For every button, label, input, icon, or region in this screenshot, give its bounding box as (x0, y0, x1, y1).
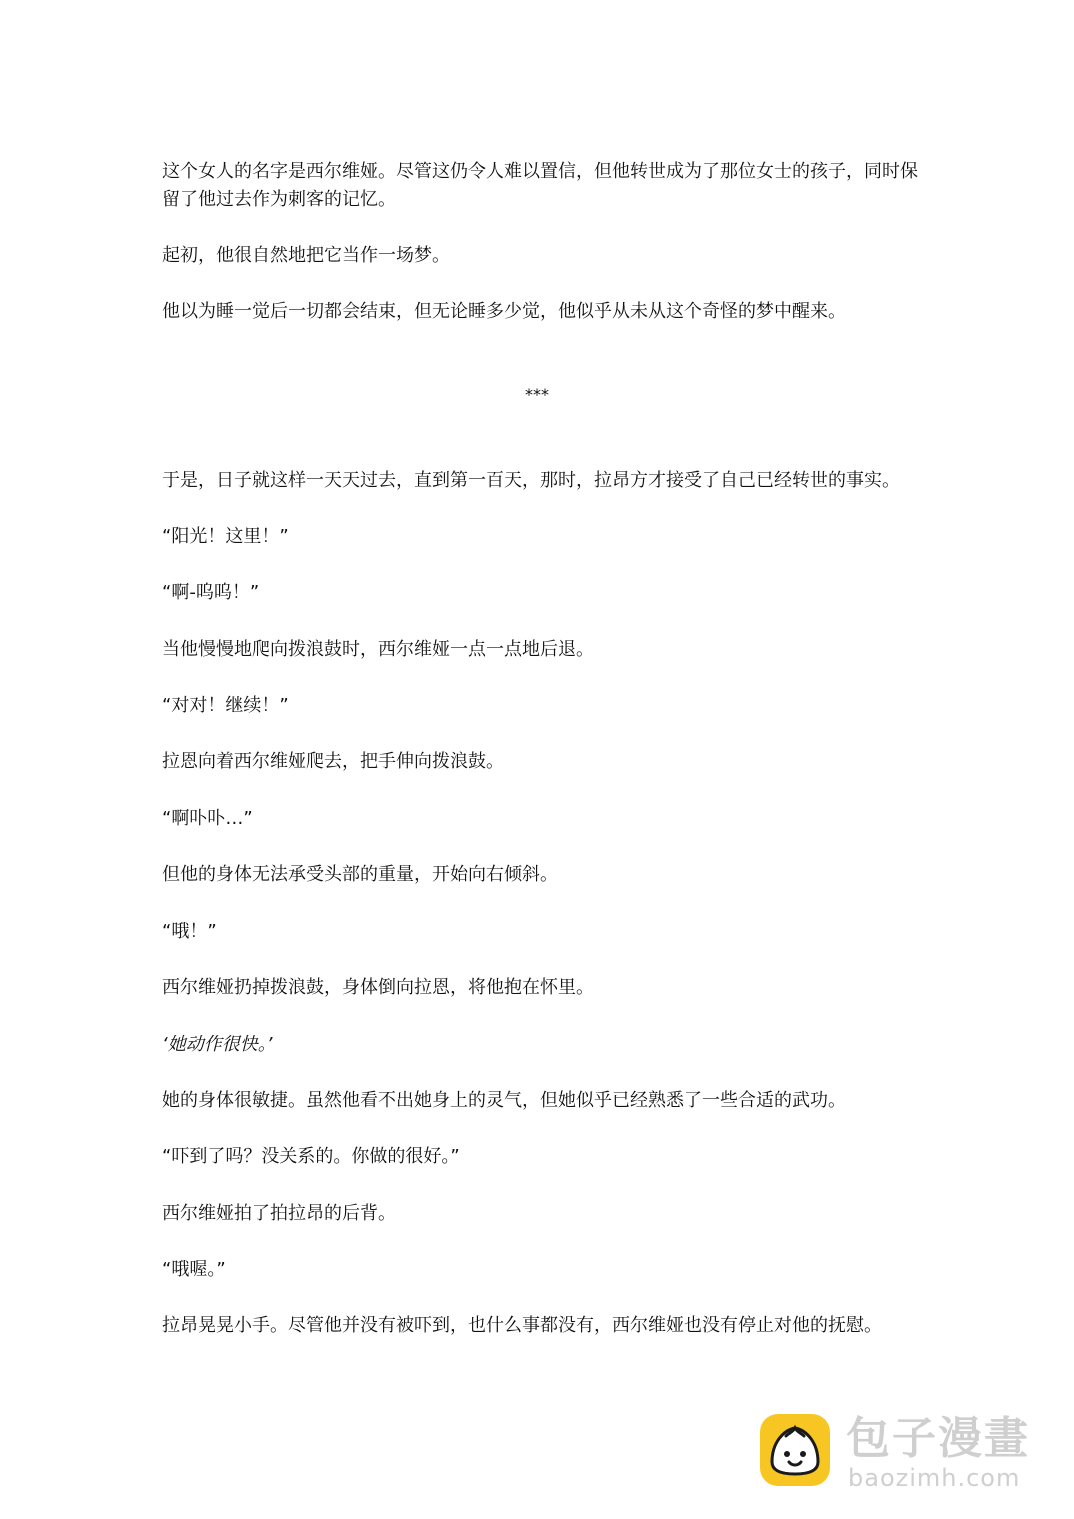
bun-logo-icon (758, 1412, 832, 1488)
dialogue-line: “对对！继续！” (162, 695, 289, 716)
paragraph-6: 拉恩向着西尔维娅爬去，把手伸向拨浪鼓。 (162, 751, 504, 772)
dialogue-line: “啊-呜呜！” (162, 582, 260, 603)
scene-separator: *** (525, 385, 549, 404)
watermark-domain: baozimh.com (848, 1464, 1021, 1492)
paragraph-4: 于是，日子就这样一天天过去，直到第一百天，那时，拉昂方才接受了自己已经转世的事实。 (162, 470, 900, 491)
paragraph-3: 他以为睡一觉后一切都会结束，但无论睡多少觉，他似乎从未从这个奇怪的梦中醒来。 (162, 301, 846, 322)
paragraph-7: 但他的身体无法承受头部的重量，开始向右倾斜。 (162, 864, 558, 885)
paragraph-11: 拉昂晃晃小手。尽管他并没有被吓到，也什么事都没有，西尔维娅也没有停止对他的抚慰。 (162, 1315, 882, 1336)
watermark-title: 包子漫畫 (846, 1413, 1030, 1464)
dialogue-line: “哦！” (162, 921, 217, 942)
dialogue-line: “哦喔。” (162, 1259, 226, 1280)
paragraph-5: 当他慢慢地爬向拨浪鼓时，西尔维娅一点一点地后退。 (162, 639, 594, 660)
paragraph-2: 起初，他很自然地把它当作一场梦。 (162, 245, 450, 266)
dialogue-line: “啊卟卟…” (162, 808, 253, 829)
dialogue-line: “阳光！这里！” (162, 526, 289, 547)
paragraph-10: 西尔维娅拍了拍拉昂的后背。 (162, 1203, 396, 1224)
paragraph-9: 她的身体很敏捷。虽然他看不出她身上的灵气，但她似乎已经熟悉了一些合适的武功。 (162, 1090, 846, 1111)
dialogue-line: “吓到了吗？没关系的。你做的很好。” (162, 1146, 460, 1167)
paragraph-8: 西尔维娅扔掉拨浪鼓，身体倒向拉恩，将他抱在怀里。 (162, 977, 594, 998)
inner-thought: ‘她动作很快。’ (162, 1034, 273, 1055)
site-watermark (758, 1412, 1058, 1492)
paragraph-1: 这个女人的名字是西尔维娅。尽管这仍令人难以置信，但他转世成为了那位女士的孩子，同时保留了他过去作为刺客的记忆。 (162, 161, 918, 210)
